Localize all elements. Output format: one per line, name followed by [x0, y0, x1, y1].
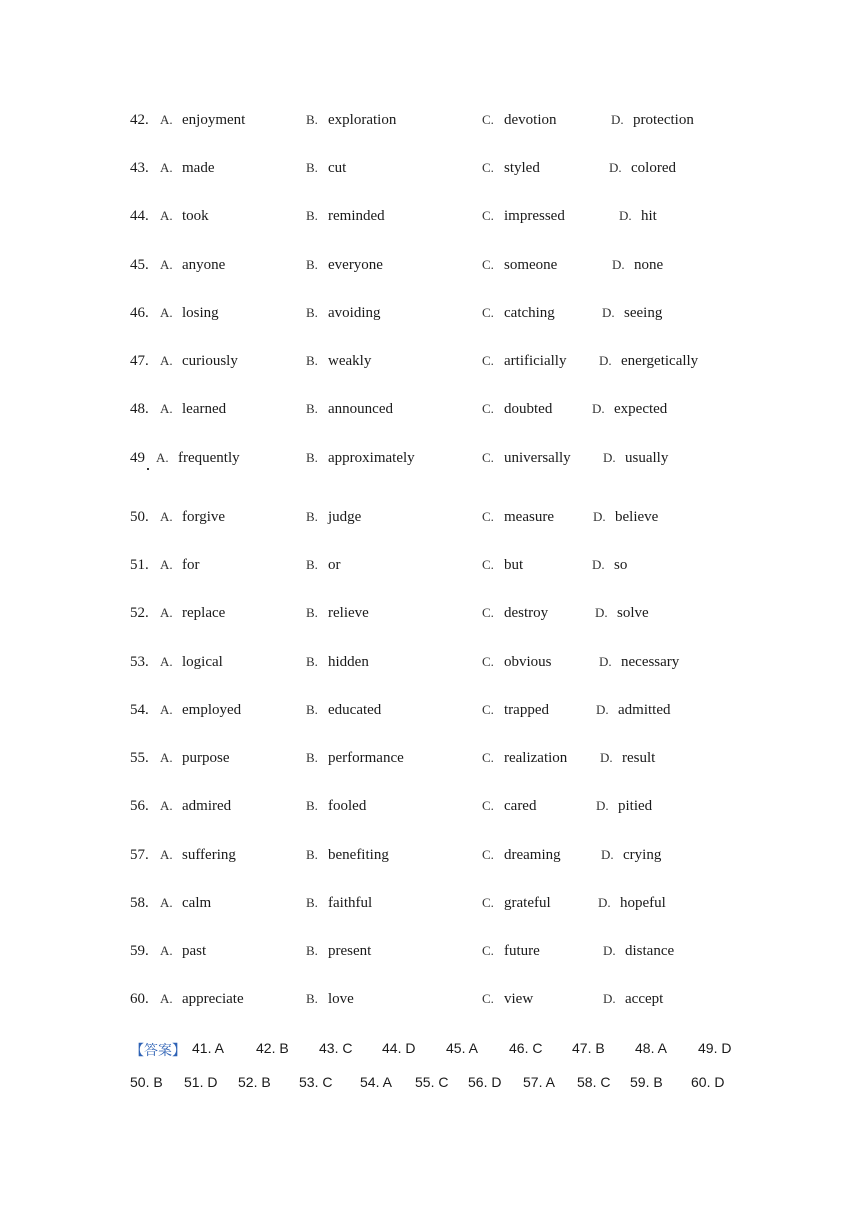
option-letter: B. — [306, 798, 318, 813]
option-d — [595, 605, 649, 622]
option-word: protection — [633, 112, 694, 128]
option-word: doubted — [504, 401, 553, 417]
option-a — [160, 895, 211, 912]
option-b — [306, 208, 385, 225]
option-letter: D. — [603, 450, 616, 465]
option-a — [160, 557, 200, 574]
option-c — [482, 208, 565, 225]
option-letter: B. — [306, 401, 318, 416]
option-a — [160, 654, 223, 671]
question-row — [0, 208, 860, 232]
option-word: took — [182, 208, 209, 224]
option-letter: C. — [482, 943, 494, 958]
option-b — [306, 750, 404, 767]
option-word: logical — [182, 654, 223, 670]
option-d — [602, 305, 662, 322]
option-d — [593, 509, 658, 526]
option-word: benefiting — [328, 847, 389, 863]
option-word: employed — [182, 702, 242, 718]
option-letter: B. — [306, 160, 318, 175]
option-word: reminded — [328, 208, 385, 224]
option-word: universally — [504, 450, 571, 466]
option-word: view — [504, 991, 534, 1007]
option-d — [596, 702, 671, 719]
option-letter: B. — [306, 257, 318, 272]
option-word: anyone — [182, 257, 226, 273]
question-row — [0, 943, 860, 967]
option-a — [160, 605, 225, 622]
option-letter: D. — [593, 509, 606, 524]
question-number: 42. — [130, 112, 149, 128]
option-letter: B. — [306, 895, 318, 910]
question-number: 49 — [130, 450, 145, 466]
question-row — [0, 401, 860, 425]
option-letter: D. — [619, 208, 632, 223]
option-letter: C. — [482, 895, 494, 910]
option-word: someone — [504, 257, 558, 273]
answer-line — [130, 1040, 830, 1066]
option-word: obvious — [504, 654, 552, 670]
option-letter: C. — [482, 450, 494, 465]
option-d — [603, 450, 668, 467]
question-number: 56. — [130, 798, 149, 814]
option-a — [160, 798, 231, 815]
option-word: losing — [182, 305, 219, 321]
option-b — [306, 847, 389, 864]
option-d — [603, 943, 674, 960]
option-letter: A. — [160, 847, 173, 862]
option-word: energetically — [621, 353, 699, 369]
option-word: replace — [182, 605, 226, 621]
option-letter: A. — [160, 943, 173, 958]
option-letter: C. — [482, 305, 494, 320]
option-letter: B. — [306, 305, 318, 320]
option-letter: B. — [306, 750, 318, 765]
question-row — [0, 557, 860, 581]
option-d — [600, 750, 655, 767]
answer-item: 43. C — [319, 1040, 353, 1056]
option-word: faithful — [328, 895, 373, 911]
answer-item: 47. B — [572, 1040, 605, 1056]
option-word: destroy — [504, 605, 549, 621]
answer-tag: 【答案】 — [130, 1042, 186, 1058]
answer-item: 58. C — [577, 1074, 611, 1090]
question-number: 43. — [130, 160, 149, 176]
option-letter: D. — [596, 798, 609, 813]
option-a — [160, 847, 236, 864]
option-letter: C. — [482, 991, 494, 1006]
answer-item: 44. D — [382, 1040, 416, 1056]
option-letter: B. — [306, 557, 318, 572]
answer-item: 46. C — [509, 1040, 543, 1056]
option-word: weakly — [328, 353, 372, 369]
option-c — [482, 353, 566, 370]
question-row — [0, 305, 860, 329]
option-letter: D. — [609, 160, 622, 175]
answer-item: 54. A — [360, 1074, 392, 1090]
option-word: believe — [615, 509, 659, 525]
option-letter: D. — [592, 401, 605, 416]
option-d — [592, 557, 627, 574]
answer-item: 45. A — [446, 1040, 478, 1056]
option-word: fooled — [328, 798, 367, 814]
option-letter: A. — [160, 991, 173, 1006]
option-letter: A. — [160, 208, 173, 223]
option-c — [482, 401, 552, 418]
option-word: frequently — [178, 450, 240, 466]
option-a — [160, 943, 206, 960]
option-letter: B. — [306, 605, 318, 620]
option-word: calm — [182, 895, 212, 911]
option-b — [306, 401, 393, 418]
option-letter: C. — [482, 509, 494, 524]
answer-item: 53. C — [299, 1074, 333, 1090]
option-letter: A. — [160, 112, 173, 127]
option-d — [601, 847, 661, 864]
option-letter: B. — [306, 509, 318, 524]
option-letter: B. — [306, 654, 318, 669]
option-word: love — [328, 991, 354, 1007]
option-word: artificially — [504, 353, 567, 369]
option-word: enjoyment — [182, 112, 246, 128]
option-word: accept — [625, 991, 664, 1007]
option-word: grateful — [504, 895, 551, 911]
option-letter: B. — [306, 450, 318, 465]
option-c — [482, 702, 549, 719]
option-letter: D. — [600, 750, 613, 765]
option-word: exploration — [328, 112, 397, 128]
question-number: 50. — [130, 509, 149, 525]
answer-item: 50. B — [130, 1074, 163, 1090]
question-number: 46. — [130, 305, 149, 321]
option-d — [611, 112, 694, 129]
option-a — [160, 991, 244, 1008]
question-row — [0, 605, 860, 629]
question-row — [0, 112, 860, 136]
option-b — [306, 702, 381, 719]
option-letter: A. — [160, 895, 173, 910]
option-word: present — [328, 943, 372, 959]
option-c — [482, 450, 571, 467]
option-word: past — [182, 943, 207, 959]
option-b — [306, 654, 369, 671]
answer-item: 55. C — [415, 1074, 449, 1090]
option-word: realization — [504, 750, 568, 766]
option-word: impressed — [504, 208, 565, 224]
option-letter: B. — [306, 353, 318, 368]
option-a — [160, 160, 214, 177]
option-c — [482, 798, 536, 815]
option-letter: C. — [482, 605, 494, 620]
answer-item: 60. D — [691, 1074, 725, 1090]
option-word: judge — [328, 509, 362, 525]
option-c — [482, 509, 554, 526]
option-letter: D. — [603, 943, 616, 958]
option-c — [482, 257, 557, 274]
option-d — [609, 160, 676, 177]
option-letter: B. — [306, 702, 318, 717]
option-word: solve — [617, 605, 649, 621]
option-letter: C. — [482, 112, 494, 127]
option-letter: D. — [599, 353, 612, 368]
option-c — [482, 654, 552, 671]
question-number: 47. — [130, 353, 149, 369]
question-number: 52. — [130, 605, 149, 621]
option-b — [306, 991, 354, 1008]
question-number: 58. — [130, 895, 149, 911]
option-letter: B. — [306, 943, 318, 958]
option-word: future — [504, 943, 540, 959]
question-number: 55. — [130, 750, 149, 766]
option-word: none — [634, 257, 664, 273]
answer-item: 52. B — [238, 1074, 271, 1090]
question-number: 44. — [130, 208, 149, 224]
option-letter: A. — [160, 353, 173, 368]
option-letter: C. — [482, 702, 494, 717]
option-word: cared — [504, 798, 537, 814]
option-letter: D. — [599, 654, 612, 669]
option-letter: A. — [160, 702, 173, 717]
option-letter: A. — [160, 557, 173, 572]
option-letter: C. — [482, 557, 494, 572]
option-word: but — [504, 557, 524, 573]
option-a — [160, 401, 226, 418]
option-word: announced — [328, 401, 393, 417]
option-a — [160, 305, 219, 322]
option-word: curiously — [182, 353, 238, 369]
option-word: hidden — [328, 654, 369, 670]
question-row — [0, 257, 860, 281]
option-letter: A. — [160, 160, 173, 175]
option-word: result — [622, 750, 656, 766]
option-b — [306, 450, 415, 467]
option-b — [306, 895, 372, 912]
option-word: pitied — [618, 798, 653, 814]
option-word: admired — [182, 798, 232, 814]
option-word: made — [182, 160, 215, 176]
option-word: catching — [504, 305, 555, 321]
option-d — [599, 353, 698, 370]
option-letter: D. — [602, 305, 615, 320]
option-letter: A. — [160, 257, 173, 272]
question-number: 59. — [130, 943, 149, 959]
option-d — [598, 895, 666, 912]
option-a — [160, 208, 209, 225]
option-word: styled — [504, 160, 540, 176]
option-c — [482, 605, 548, 622]
option-c — [482, 943, 540, 960]
option-d — [603, 991, 663, 1008]
answer-item: 41. A — [192, 1040, 224, 1056]
option-b — [306, 305, 381, 322]
option-letter: C. — [482, 847, 494, 862]
question-row — [0, 160, 860, 184]
question-row — [0, 847, 860, 871]
option-letter: C. — [482, 750, 494, 765]
option-b — [306, 557, 341, 574]
option-word: hopeful — [620, 895, 666, 911]
option-word: hit — [641, 208, 657, 224]
option-c — [482, 991, 533, 1008]
option-letter: B. — [306, 847, 318, 862]
option-a — [160, 353, 238, 370]
option-word: learned — [182, 401, 227, 417]
question-row — [0, 798, 860, 822]
option-word: approximately — [328, 450, 415, 466]
answer-item: 51. D — [184, 1074, 218, 1090]
question-number: 48. — [130, 401, 149, 417]
option-word: suffering — [182, 847, 236, 863]
option-word: educated — [328, 702, 382, 718]
option-letter: C. — [482, 208, 494, 223]
option-letter: C. — [482, 257, 494, 272]
option-b — [306, 943, 371, 960]
option-letter: D. — [596, 702, 609, 717]
option-letter: A. — [160, 305, 173, 320]
option-word: avoiding — [328, 305, 381, 321]
option-word: devotion — [504, 112, 557, 128]
option-letter: D. — [592, 557, 605, 572]
option-word: necessary — [621, 654, 680, 670]
question-number: 60. — [130, 991, 149, 1007]
question-number: 45. — [130, 257, 149, 273]
option-letter: C. — [482, 798, 494, 813]
option-word: expected — [614, 401, 668, 417]
question-row — [0, 450, 860, 474]
option-b — [306, 353, 371, 370]
option-c — [482, 160, 540, 177]
question-row — [0, 654, 860, 678]
option-letter: A. — [156, 450, 169, 465]
option-letter: C. — [482, 654, 494, 669]
option-b — [306, 257, 383, 274]
option-word: everyone — [328, 257, 383, 273]
option-b — [306, 798, 366, 815]
question-row — [0, 509, 860, 533]
question-row — [0, 702, 860, 726]
option-word: colored — [631, 160, 676, 176]
option-word: purpose — [182, 750, 230, 766]
option-letter: D. — [601, 847, 614, 862]
option-a — [160, 112, 245, 129]
option-a — [160, 750, 230, 767]
answer-item: 48. A — [635, 1040, 667, 1056]
option-letter: A. — [160, 750, 173, 765]
option-letter: B. — [306, 112, 318, 127]
option-letter: A. — [160, 654, 173, 669]
option-d — [619, 208, 657, 225]
option-word: cut — [328, 160, 347, 176]
option-word: distance — [625, 943, 675, 959]
option-word: trapped — [504, 702, 549, 718]
option-c — [482, 557, 523, 574]
option-letter: A. — [160, 798, 173, 813]
question-row — [0, 991, 860, 1015]
option-letter: A. — [160, 605, 173, 620]
option-letter: A. — [160, 401, 173, 416]
option-a — [160, 509, 225, 526]
option-b — [306, 160, 346, 177]
option-word: measure — [504, 509, 554, 525]
question-number: 54. — [130, 702, 149, 718]
answer-item: 49. D — [698, 1040, 732, 1056]
option-a — [160, 702, 241, 719]
option-letter: C. — [482, 401, 494, 416]
answer-item: 42. B — [256, 1040, 289, 1056]
option-letter: C. — [482, 353, 494, 368]
question-number: 51. — [130, 557, 149, 573]
question-row — [0, 750, 860, 774]
option-word: for — [182, 557, 200, 573]
option-word: so — [614, 557, 628, 573]
option-letter: D. — [611, 112, 624, 127]
option-word: performance — [328, 750, 404, 766]
option-c — [482, 847, 561, 864]
option-word: or — [328, 557, 341, 573]
question-number: 53. — [130, 654, 149, 670]
option-letter: B. — [306, 208, 318, 223]
answer-item: 56. D — [468, 1074, 502, 1090]
option-c — [482, 112, 557, 129]
option-d — [592, 401, 667, 418]
option-b — [306, 509, 361, 526]
option-letter: C. — [482, 160, 494, 175]
option-d — [599, 654, 679, 671]
question-row — [0, 353, 860, 377]
question-number: 57. — [130, 847, 149, 863]
option-b — [306, 605, 369, 622]
option-c — [482, 750, 567, 767]
option-b — [306, 112, 396, 129]
option-word: usually — [625, 450, 669, 466]
option-word: crying — [623, 847, 662, 863]
option-letter: D. — [603, 991, 616, 1006]
answer-item: 59. B — [630, 1074, 663, 1090]
option-a — [156, 450, 240, 467]
option-word: relieve — [328, 605, 369, 621]
answer-item: 57. A — [523, 1074, 555, 1090]
option-word: forgive — [182, 509, 226, 525]
option-c — [482, 305, 555, 322]
option-letter: B. — [306, 991, 318, 1006]
stray-dot — [147, 468, 149, 470]
option-d — [612, 257, 663, 274]
option-letter: D. — [598, 895, 611, 910]
option-letter: D. — [612, 257, 625, 272]
question-row — [0, 895, 860, 919]
option-word: seeing — [624, 305, 663, 321]
answer-line — [130, 1074, 830, 1100]
option-a — [160, 257, 225, 274]
option-letter: A. — [160, 509, 173, 524]
option-c — [482, 895, 551, 912]
option-word: dreaming — [504, 847, 561, 863]
option-letter: D. — [595, 605, 608, 620]
option-word: admitted — [618, 702, 671, 718]
option-word: appreciate — [182, 991, 244, 1007]
option-d — [596, 798, 652, 815]
